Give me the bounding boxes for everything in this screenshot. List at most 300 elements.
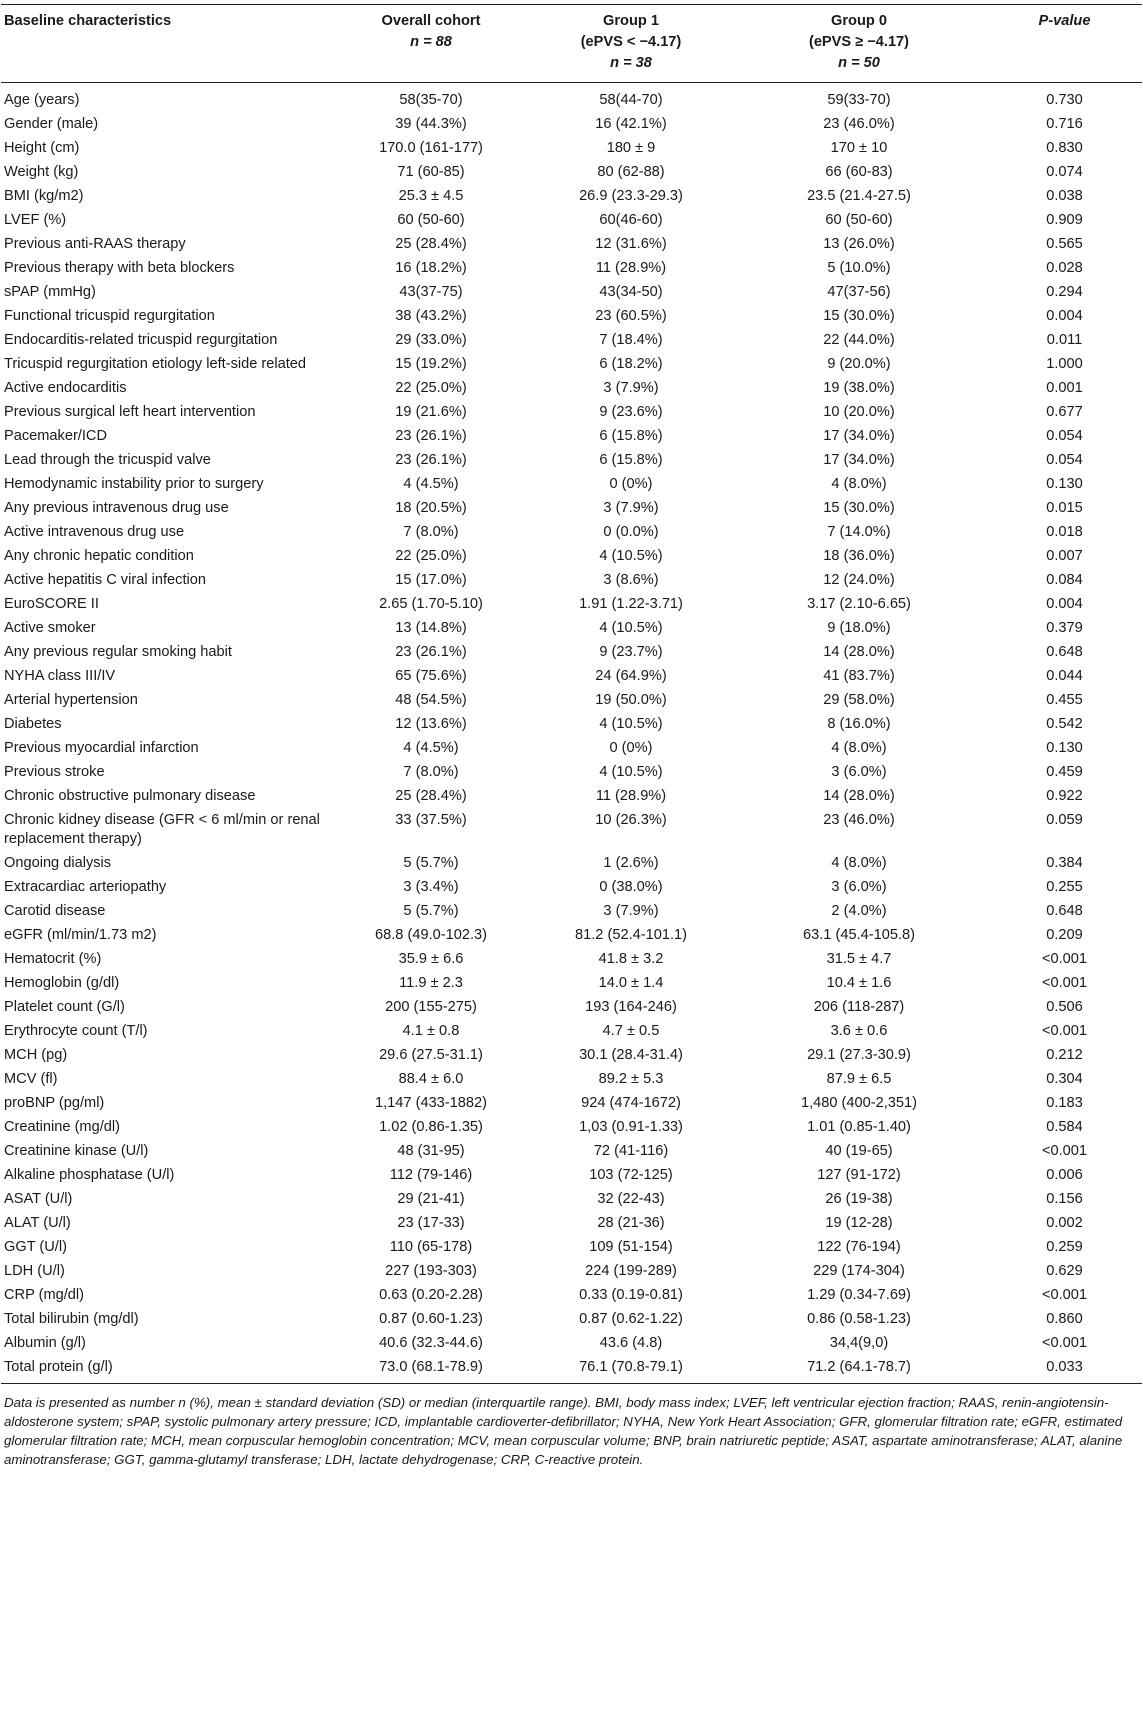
group0-cell: 122 (76-194) [817,1239,901,1255]
group0-cell: 9 (18.0%) [827,620,891,636]
group0-cell: 4 (8.0%) [831,740,887,756]
group0-cell: 29 (58.0%) [823,692,895,708]
group1-cell: 3 (7.9%) [603,500,659,516]
row-label: Hemodynamic instability prior to surgery [4,476,264,492]
group1-cell: 4 (10.5%) [599,764,663,780]
p-value-cell: 0.909 [1046,212,1083,228]
group0-cell: 12 (24.0%) [823,572,895,588]
row-label: Alkaline phosphatase (U/l) [4,1167,175,1183]
table-row [1,996,1142,1020]
row-label: Tricuspid regurgitation etiology left-side related [4,356,307,372]
group0-cell: 40 (19-65) [825,1143,893,1159]
group1-cell: 4 (10.5%) [599,548,663,564]
header-overall-n: n = 88 [410,34,452,50]
overall-cohort-cell: 22 (25.0%) [395,380,467,396]
overall-cohort-cell: 58(35-70) [399,92,463,108]
row-label: Height (cm) [4,140,80,156]
group0-cell: 17 (34.0%) [823,452,895,468]
table-row [1,593,1142,617]
group1-cell: 43(34-50) [599,284,663,300]
group1-cell: 76.1 (70.8-79.1) [531,1356,731,1384]
p-value-cell: 0.294 [1046,284,1083,300]
group0-cell: 41 (83.7%) [823,668,895,684]
table-row [1,1164,1142,1188]
p-value-cell: 0.259 [1046,1239,1083,1255]
group0-cell: 19 (38.0%) [823,380,895,396]
overall-cohort-cell: 4.1 ± 0.8 [402,1023,460,1039]
row-label: Active hepatitis C viral infection [4,572,206,588]
table-row [1,1212,1142,1236]
table-row [1,617,1142,641]
group0-cell: 5 (10.0%) [827,260,891,276]
group1-cell: 24 (64.9%) [595,668,667,684]
overall-cohort-cell: 71 (60-85) [397,164,465,180]
group0-cell: 10 (20.0%) [823,404,895,420]
row-label: ASAT (U/l) [4,1191,73,1207]
group1-cell: 0.87 (0.62-1.22) [579,1311,683,1327]
p-value-cell: 0.001 [1046,380,1083,396]
overall-cohort-cell: 22 (25.0%) [395,548,467,564]
table-row [1,377,1142,401]
group0-cell: 1.01 (0.85-1.40) [807,1119,911,1135]
baseline-characteristics-table [1,4,1142,1384]
p-value-cell: 0.255 [1046,879,1083,895]
group1-cell: 11 (28.9%) [595,788,667,804]
group1-cell: 81.2 (52.4-101.1) [575,927,687,943]
table-row [1,785,1142,809]
row-label: Arterial hypertension [4,692,138,708]
p-value-cell: 1.000 [1046,356,1083,372]
overall-cohort-cell: 1.02 (0.86-1.35) [379,1119,483,1135]
overall-cohort-cell: 38 (43.2%) [395,308,467,324]
group0-cell: 4 (8.0%) [831,855,887,871]
row-label: ALAT (U/l) [4,1215,71,1231]
row-label: LVEF (%) [4,212,67,228]
overall-cohort-cell: 4 (4.5%) [403,476,459,492]
row-label: Hematocrit (%) [4,951,102,967]
p-value-cell: 0.002 [1046,1215,1083,1231]
group0-cell: 3.6 ± 0.6 [830,1023,888,1039]
table-row [1,161,1142,185]
table-row [1,569,1142,593]
overall-cohort-cell: 110 (65-178) [389,1239,473,1255]
group1-cell: 30.1 (28.4-31.4) [579,1047,683,1063]
group0-cell: 29.1 (27.3-30.9) [807,1047,911,1063]
overall-cohort-cell: 25.3 ± 4.5 [398,188,464,204]
group1-cell: 58(44-70) [599,92,663,108]
group1-cell: 109 (51-154) [589,1239,673,1255]
row-label: Erythrocyte count (T/l) [4,1023,148,1039]
header-group1-n: n = 38 [610,55,652,71]
p-value-cell: 0.384 [1046,855,1083,871]
row-label: Total protein (g/l) [1,1356,331,1384]
group1-cell: 89.2 ± 5.3 [598,1071,664,1087]
table-row [1,761,1142,785]
group0-cell: 3 (6.0%) [831,764,887,780]
table-header [1,5,1142,83]
overall-cohort-cell: 11.9 ± 2.3 [399,975,463,991]
group1-cell: 1.91 (1.22-3.71) [579,596,683,612]
group1-cell: 14.0 ± 1.4 [598,975,664,991]
p-value-cell: 0.156 [1046,1191,1083,1207]
p-value-cell: 0.677 [1046,404,1083,420]
overall-cohort-cell: 1,147 (433-1882) [375,1095,487,1111]
table-row [1,900,1142,924]
row-label: Previous anti-RAAS therapy [4,236,186,252]
group1-cell: 3 (7.9%) [603,903,659,919]
group1-cell: 9 (23.7%) [599,644,663,660]
header-p-value: P-value [987,5,1142,83]
group1-cell: 11 (28.9%) [595,260,667,276]
row-label: eGFR (ml/min/1.73 m2) [4,927,157,943]
table-row [1,972,1142,996]
group1-cell: 9 (23.6%) [599,404,663,420]
row-label: Creatinine (mg/dl) [4,1119,120,1135]
table-row [1,924,1142,948]
overall-cohort-cell: 227 (193-303) [385,1263,477,1279]
group1-cell: 1,03 (0.91-1.33) [579,1119,683,1135]
group1-cell: 10 (26.3%) [595,812,667,828]
header-baseline-characteristics: Baseline characteristics [1,5,331,83]
overall-cohort-cell: 29 (21-41) [397,1191,465,1207]
group0-cell: 170 ± 10 [830,140,888,156]
group1-cell: 0 (0%) [609,476,653,492]
group1-cell: 180 ± 9 [606,140,656,156]
header-group1-criterion: (ePVS < −4.17) [580,34,682,50]
group1-cell: 103 (72-125) [589,1167,673,1183]
table-row [1,281,1142,305]
table-row [1,852,1142,876]
group0-cell: 1.29 (0.34-7.69) [807,1287,911,1303]
row-label: NYHA class III/IV [4,668,116,684]
group1-cell: 41.8 ± 3.2 [598,951,664,967]
p-value-cell: <0.001 [1041,975,1088,991]
row-label: Creatinine kinase (U/l) [4,1143,149,1159]
group0-cell: 3 (6.0%) [831,879,887,895]
group0-cell: 9 (20.0%) [827,356,891,372]
header-group-0 [731,5,987,83]
table-row [1,1284,1142,1308]
table-row [1,497,1142,521]
group0-cell: 87.9 ± 6.5 [826,1071,892,1087]
row-label: Age (years) [4,92,80,108]
table-row [1,1116,1142,1140]
table-row [1,809,1142,852]
p-value-cell: 0.130 [1046,740,1083,756]
p-value-cell: <0.001 [1041,1287,1088,1303]
overall-cohort-cell: 23 (26.1%) [395,452,467,468]
table-row [1,473,1142,497]
p-value-cell: 0.011 [1046,332,1083,348]
group1-cell: 0.33 (0.19-0.81) [579,1287,683,1303]
row-label: Chronic obstructive pulmonary disease [4,788,256,804]
group0-cell: 23.5 (21.4-27.5) [807,188,911,204]
row-label: Functional tricuspid regurgitation [4,308,215,324]
group0-cell: 59(33-70) [827,92,891,108]
group1-cell: 12 (31.6%) [595,236,667,252]
overall-cohort-cell: 7 (8.0%) [403,524,459,540]
table-row [1,257,1142,281]
row-label: Any previous intravenous drug use [4,500,229,516]
p-value-cell: 0.054 [1046,452,1083,468]
p-value-cell: 0.212 [1046,1047,1083,1063]
table-row [1,1308,1142,1332]
group1-cell: 60(46-60) [599,212,663,228]
group0-cell: 60 (50-60) [825,212,893,228]
table-row [1,1020,1142,1044]
overall-cohort-cell: 65 (75.6%) [395,668,467,684]
group1-cell: 0 (38.0%) [599,879,663,895]
table-row [1,209,1142,233]
group1-cell: 6 (18.2%) [599,356,663,372]
header-row [1,5,1142,83]
row-label: Carotid disease [4,903,106,919]
row-label: Hemoglobin (g/dl) [4,975,120,991]
table-row [1,329,1142,353]
row-label: Previous surgical left heart intervention [4,404,256,420]
table-row [1,545,1142,569]
overall-cohort-cell: 23 (17-33) [397,1215,465,1231]
overall-cohort-cell: 0.63 (0.20-2.28) [379,1287,483,1303]
overall-cohort-cell: 29 (33.0%) [395,332,467,348]
overall-cohort-cell: 33 (37.5%) [395,812,467,828]
group1-cell: 32 (22-43) [597,1191,665,1207]
group1-cell: 16 (42.1%) [595,116,667,132]
group1-cell: 224 (199-289) [585,1263,677,1279]
overall-cohort-cell: 39 (44.3%) [395,116,467,132]
row-label: BMI (kg/m2) [4,188,84,204]
group0-cell: 0.86 (0.58-1.23) [807,1311,911,1327]
group1-cell: 193 (164-246) [585,999,677,1015]
overall-cohort-cell: 19 (21.6%) [395,404,467,420]
group1-cell: 23 (60.5%) [595,308,667,324]
p-value-cell: 0.860 [1046,1311,1083,1327]
group1-cell: 3 (7.9%) [603,380,659,396]
p-value-cell: 0.054 [1046,428,1083,444]
group0-cell: 47(37-56) [827,284,891,300]
header-overall-title: Overall cohort [381,13,481,29]
group1-cell: 28 (21-36) [597,1215,665,1231]
overall-cohort-cell: 68.8 (49.0-102.3) [375,927,487,943]
overall-cohort-cell: 48 (54.5%) [395,692,467,708]
p-value-cell: 0.379 [1046,620,1083,636]
table-row [1,948,1142,972]
group0-cell: 3.17 (2.10-6.65) [807,596,911,612]
p-value-cell: 0.059 [1046,812,1083,828]
table-row [1,665,1142,689]
group0-cell: 71.2 (64.1-78.7) [731,1356,987,1384]
p-value-cell: 0.183 [1046,1095,1083,1111]
p-value-cell: 0.033 [987,1356,1142,1384]
p-value-cell: 0.004 [1046,596,1083,612]
p-value-cell: <0.001 [1041,1335,1088,1351]
group0-cell: 31.5 ± 4.7 [826,951,892,967]
group0-cell: 127 (91-172) [817,1167,901,1183]
header-group-1 [531,5,731,83]
overall-cohort-cell: 12 (13.6%) [395,716,467,732]
overall-cohort-cell: 60 (50-60) [397,212,465,228]
row-label: Diabetes [4,716,62,732]
p-value-cell: 0.018 [1046,524,1083,540]
group0-cell: 63.1 (45.4-105.8) [803,927,915,943]
group1-cell: 0 (0.0%) [603,524,659,540]
p-value-cell: 0.648 [1046,644,1083,660]
group1-cell: 4 (10.5%) [599,716,663,732]
table-row [1,113,1142,137]
table-row [1,1356,1142,1384]
table-row [1,876,1142,900]
overall-cohort-cell: 35.9 ± 6.6 [398,951,464,967]
p-value-cell: 0.038 [1046,188,1083,204]
overall-cohort-cell: 25 (28.4%) [395,236,467,252]
row-label: MCV (fl) [4,1071,58,1087]
group1-cell: 3 (8.6%) [603,572,659,588]
table-row [1,1044,1142,1068]
table-row [1,401,1142,425]
row-label: Any previous regular smoking habit [4,644,232,660]
overall-cohort-cell: 5 (5.7%) [403,855,459,871]
row-label: Endocarditis-related tricuspid regurgitation [4,332,278,348]
table-row [1,425,1142,449]
table-row [1,353,1142,377]
overall-cohort-cell: 18 (20.5%) [395,500,467,516]
group0-cell: 1,480 (400-2,351) [800,1095,918,1111]
overall-cohort-cell: 29.6 (27.5-31.1) [379,1047,483,1063]
table-row [1,713,1142,737]
group0-cell: 10.4 ± 1.6 [826,975,892,991]
row-label: Any chronic hepatic condition [4,548,194,564]
row-label: Pacemaker/ICD [4,428,107,444]
p-value-cell: 0.459 [1046,764,1083,780]
group0-cell: 26 (19-38) [825,1191,893,1207]
overall-cohort-cell: 112 (79-146) [389,1167,473,1183]
group0-cell: 206 (118-287) [813,999,905,1015]
row-label: Platelet count (G/l) [4,999,125,1015]
group1-cell: 0 (0%) [609,740,653,756]
group1-cell: 4.7 ± 0.5 [602,1023,660,1039]
p-value-cell: 0.542 [1046,716,1083,732]
table-row [1,1260,1142,1284]
group1-cell: 6 (15.8%) [599,428,663,444]
p-value-cell: 0.044 [1046,668,1083,684]
row-label: Previous therapy with beta blockers [4,260,235,276]
table-footnote: Data is presented as number n (%), mean ± standard deviation (SD) or median (interquartile range). BMI, body mass index; LVEF, left ventricular ejection fraction; RAAS, renin-angiotensin-aldosterone system; sPAP, systolic pulmonary artery pressure; ICD, implantable cardioverter-defibrillator; NYHA, New York Heart Association; GFR, glomerular filtration rate; eGFR, estimated glomerular filtration rate; MCH, mean corpuscular hemoglobin concentration; MCV, mean corpuscular volume; BNP, brain natriuretic peptide; ASAT, aspartate aminotransferase; ALAT, alanine aminotransferase; GGT, gamma-glutamyl transferase; LDH, lactate dehydrogenase; CRP, C-reactive protein. [4,1395,1123,1467]
group0-cell: 18 (36.0%) [823,548,895,564]
overall-cohort-cell: 43(37-75) [399,284,463,300]
overall-cohort-cell: 88.4 ± 6.0 [398,1071,464,1087]
group1-cell: 43.6 (4.8) [599,1335,663,1351]
group0-cell: 13 (26.0%) [823,236,895,252]
overall-cohort-cell: 13 (14.8%) [395,620,467,636]
table-row [1,521,1142,545]
overall-cohort-cell: 15 (17.0%) [395,572,467,588]
overall-cohort-cell: 40.6 (32.3-44.6) [379,1335,483,1351]
row-label: GGT (U/l) [4,1239,67,1255]
table-row [1,1236,1142,1260]
group1-cell: 72 (41-116) [593,1143,669,1159]
group0-cell: 22 (44.0%) [823,332,895,348]
p-value-cell: 0.074 [1046,164,1083,180]
row-label: Gender (male) [4,116,99,132]
group0-cell: 8 (16.0%) [827,716,891,732]
overall-cohort-cell: 3 (3.4%) [403,879,459,895]
group0-cell: 7 (14.0%) [827,524,891,540]
overall-cohort-cell: 5 (5.7%) [403,903,459,919]
table-row [1,1068,1142,1092]
group1-cell: 7 (18.4%) [599,332,663,348]
p-value-cell: 0.922 [1046,788,1083,804]
header-group0-criterion: (ePVS ≥ −4.17) [808,34,910,50]
row-label: Ongoing dialysis [4,855,112,871]
p-value-cell: 0.730 [1046,92,1083,108]
table-row [1,1092,1142,1116]
row-label: CRP (mg/dl) [4,1287,85,1303]
table-row [1,305,1142,329]
group0-cell: 23 (46.0%) [823,116,895,132]
row-label: proBNP (pg/ml) [4,1095,105,1111]
group0-cell: 34,4(9,0) [829,1335,889,1351]
p-value-cell: 0.007 [1046,548,1083,564]
group0-cell: 17 (34.0%) [823,428,895,444]
overall-cohort-cell: 7 (8.0%) [403,764,459,780]
table-row [1,1332,1142,1356]
overall-cohort-cell: 4 (4.5%) [403,740,459,756]
group0-cell: 4 (8.0%) [831,476,887,492]
p-value-cell: 0.830 [1046,140,1083,156]
row-label: Extracardiac arteriopathy [4,879,167,895]
table-row [1,689,1142,713]
row-label: Albumin (g/l) [4,1335,86,1351]
p-value-cell: 0.304 [1046,1071,1083,1087]
table-row [1,1188,1142,1212]
group1-cell: 4 (10.5%) [599,620,663,636]
p-value-cell: 0.028 [1046,260,1083,276]
overall-cohort-cell: 25 (28.4%) [395,788,467,804]
group0-cell: 14 (28.0%) [823,788,895,804]
row-label: EuroSCORE II [4,596,99,612]
p-value-cell: <0.001 [1041,1023,1088,1039]
overall-cohort-cell: 48 (31-95) [397,1143,465,1159]
overall-cohort-cell: 200 (155-275) [385,999,477,1015]
p-value-cell: 0.716 [1046,116,1083,132]
group0-cell: 23 (46.0%) [823,812,895,828]
table-row [1,641,1142,665]
table-row [1,185,1142,209]
p-value-cell: 0.209 [1046,927,1083,943]
table-row [1,137,1142,161]
p-value-cell: <0.001 [1041,951,1088,967]
p-value-cell: 0.455 [1046,692,1083,708]
group0-cell: 66 (60-83) [825,164,893,180]
group1-cell: 1 (2.6%) [603,855,659,871]
table-row [1,1140,1142,1164]
group0-cell: 2 (4.0%) [831,903,887,919]
group0-cell: 15 (30.0%) [823,308,895,324]
row-label: LDH (U/l) [4,1263,65,1279]
group1-cell: 19 (50.0%) [595,692,667,708]
row-label: Active smoker [4,620,96,636]
row-label: sPAP (mmHg) [4,284,96,300]
overall-cohort-cell: 170.0 (161-177) [379,140,483,156]
table-row [1,449,1142,473]
p-value-cell: <0.001 [1041,1143,1088,1159]
p-value-cell: 0.084 [1046,572,1083,588]
row-label: Previous stroke [4,764,105,780]
p-value-cell: 0.130 [1046,476,1083,492]
header-group0-n: n = 50 [838,55,880,71]
p-value-cell: 0.004 [1046,308,1083,324]
group1-cell: 80 (62-88) [597,164,665,180]
